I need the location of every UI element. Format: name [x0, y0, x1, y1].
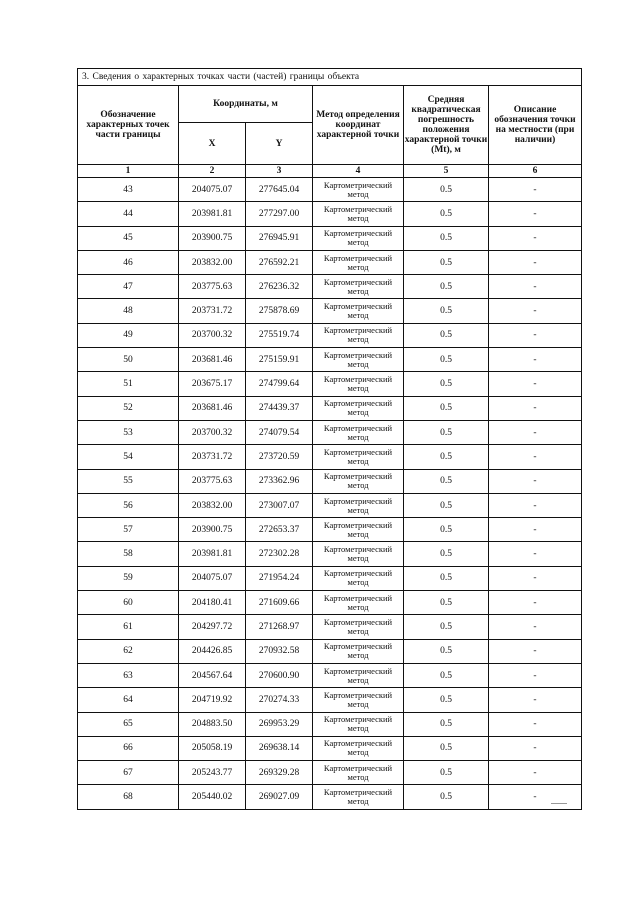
point-number-cell: 47 — [78, 275, 179, 299]
column-number: 3 — [246, 165, 313, 178]
method-cell: Картометрический метод — [313, 396, 404, 420]
point-number-cell: 58 — [78, 542, 179, 566]
table-row — [78, 639, 582, 663]
description-cell: - — [489, 445, 582, 469]
x-coordinate-cell: 203731.72 — [179, 299, 246, 323]
method-cell: Картометрический метод — [313, 493, 404, 517]
method-cell: Картометрический метод — [313, 323, 404, 347]
point-number-cell: 50 — [78, 348, 179, 372]
description-cell: - — [489, 542, 582, 566]
x-coordinate-cell: 204075.07 — [179, 566, 246, 590]
y-coordinate-cell: 272653.37 — [246, 518, 313, 542]
method-cell: Картометрический метод — [313, 372, 404, 396]
description-cell: - — [489, 202, 582, 226]
error-cell: 0.5 — [404, 615, 489, 639]
method-cell: Картометрический метод — [313, 275, 404, 299]
y-coordinate-cell: 269329.28 — [246, 761, 313, 785]
method-cell: Картометрический метод — [313, 736, 404, 760]
point-number-cell: 59 — [78, 566, 179, 590]
column-number: 2 — [179, 165, 246, 178]
header-description: Описание обозначения точки на местности (при наличии) — [489, 86, 582, 165]
header-x: X — [179, 123, 246, 165]
description-cell: - — [489, 663, 582, 687]
column-number: 5 — [404, 165, 489, 178]
table-row — [78, 250, 582, 274]
point-number-cell: 56 — [78, 493, 179, 517]
x-coordinate-cell: 203775.63 — [179, 469, 246, 493]
error-cell: 0.5 — [404, 420, 489, 444]
error-cell: 0.5 — [404, 299, 489, 323]
description-cell: - — [489, 299, 582, 323]
description-cell: - — [489, 785, 582, 809]
error-cell: 0.5 — [404, 178, 489, 202]
x-coordinate-cell: 203981.81 — [179, 202, 246, 226]
description-cell: - — [489, 372, 582, 396]
table-row — [78, 445, 582, 469]
y-coordinate-cell: 276236.32 — [246, 275, 313, 299]
table-row — [78, 615, 582, 639]
header-y: Y — [246, 123, 313, 165]
column-number: 6 — [489, 165, 582, 178]
table-row — [78, 275, 582, 299]
error-cell: 0.5 — [404, 566, 489, 590]
table-body — [78, 178, 582, 810]
point-number-cell: 62 — [78, 639, 179, 663]
method-cell: Картометрический метод — [313, 420, 404, 444]
description-cell: - — [489, 712, 582, 736]
table-row — [78, 348, 582, 372]
point-number-cell: 63 — [78, 663, 179, 687]
error-cell: 0.5 — [404, 202, 489, 226]
table-row — [78, 372, 582, 396]
table-row — [78, 542, 582, 566]
point-number-cell: 46 — [78, 250, 179, 274]
x-coordinate-cell: 203700.32 — [179, 323, 246, 347]
error-cell: 0.5 — [404, 348, 489, 372]
y-coordinate-cell: 271954.24 — [246, 566, 313, 590]
table-row — [78, 493, 582, 517]
header-point-designation: Обозначение характерных точек части границы — [78, 86, 179, 165]
y-coordinate-cell: 275878.69 — [246, 299, 313, 323]
point-number-cell: 65 — [78, 712, 179, 736]
y-coordinate-cell: 274439.37 — [246, 396, 313, 420]
x-coordinate-cell: 205058.19 — [179, 736, 246, 760]
point-number-cell: 51 — [78, 372, 179, 396]
error-cell: 0.5 — [404, 663, 489, 687]
table-row — [78, 178, 582, 202]
error-cell: 0.5 — [404, 736, 489, 760]
method-cell: Картометрический метод — [313, 566, 404, 590]
header-method: Метод определения координат характерной точки — [313, 86, 404, 165]
y-coordinate-cell: 272302.28 — [246, 542, 313, 566]
description-cell: - — [489, 348, 582, 372]
description-cell: - — [489, 688, 582, 712]
y-coordinate-cell: 274799.64 — [246, 372, 313, 396]
table-row — [78, 736, 582, 760]
y-coordinate-cell: 276592.21 — [246, 250, 313, 274]
description-cell: - — [489, 250, 582, 274]
y-coordinate-cell: 273720.59 — [246, 445, 313, 469]
error-cell: 0.5 — [404, 275, 489, 299]
method-cell: Картометрический метод — [313, 445, 404, 469]
column-number: 4 — [313, 165, 404, 178]
point-number-cell: 43 — [78, 178, 179, 202]
error-cell: 0.5 — [404, 688, 489, 712]
x-coordinate-cell: 203900.75 — [179, 226, 246, 250]
error-cell: 0.5 — [404, 591, 489, 615]
table-row — [78, 688, 582, 712]
description-cell: - — [489, 469, 582, 493]
method-cell: Картометрический метод — [313, 688, 404, 712]
method-cell: Картометрический метод — [313, 250, 404, 274]
table-row — [78, 226, 582, 250]
point-number-cell: 66 — [78, 736, 179, 760]
error-cell: 0.5 — [404, 712, 489, 736]
point-number-cell: 61 — [78, 615, 179, 639]
y-coordinate-cell: 277297.00 — [246, 202, 313, 226]
x-coordinate-cell: 204297.72 — [179, 615, 246, 639]
method-cell: Картометрический метод — [313, 226, 404, 250]
method-cell: Картометрический метод — [313, 178, 404, 202]
method-cell: Картометрический метод — [313, 542, 404, 566]
error-cell: 0.5 — [404, 250, 489, 274]
description-cell: - — [489, 566, 582, 590]
error-cell: 0.5 — [404, 542, 489, 566]
y-coordinate-cell: 277645.04 — [246, 178, 313, 202]
table-row — [78, 299, 582, 323]
table-row — [78, 785, 582, 809]
method-cell: Картометрический метод — [313, 348, 404, 372]
table-row — [78, 591, 582, 615]
error-cell: 0.5 — [404, 226, 489, 250]
error-cell: 0.5 — [404, 372, 489, 396]
y-coordinate-cell: 270932.58 — [246, 639, 313, 663]
table-row — [78, 396, 582, 420]
y-coordinate-cell: 274079.54 — [246, 420, 313, 444]
x-coordinate-cell: 204883.50 — [179, 712, 246, 736]
column-number: 1 — [78, 165, 179, 178]
x-coordinate-cell: 203981.81 — [179, 542, 246, 566]
x-coordinate-cell: 204719.92 — [179, 688, 246, 712]
page-edge-mark — [551, 803, 567, 804]
description-cell: - — [489, 761, 582, 785]
x-coordinate-cell: 204426.85 — [179, 639, 246, 663]
error-cell: 0.5 — [404, 445, 489, 469]
method-cell: Картометрический метод — [313, 591, 404, 615]
header-coordinates: Координаты, м — [179, 86, 313, 123]
table-row — [78, 712, 582, 736]
error-cell: 0.5 — [404, 639, 489, 663]
method-cell: Картометрический метод — [313, 761, 404, 785]
description-cell: - — [489, 615, 582, 639]
y-coordinate-cell: 269027.09 — [246, 785, 313, 809]
column-numbers-row — [78, 165, 582, 178]
method-cell: Картометрический метод — [313, 663, 404, 687]
table-row — [78, 469, 582, 493]
table-row — [78, 663, 582, 687]
x-coordinate-cell: 203681.46 — [179, 348, 246, 372]
x-coordinate-cell: 205440.02 — [179, 785, 246, 809]
y-coordinate-cell: 269953.29 — [246, 712, 313, 736]
boundary-points-table — [77, 68, 582, 810]
description-cell: - — [489, 323, 582, 347]
error-cell: 0.5 — [404, 785, 489, 809]
description-cell: - — [489, 493, 582, 517]
x-coordinate-cell: 203775.63 — [179, 275, 246, 299]
table-row — [78, 761, 582, 785]
table-row — [78, 202, 582, 226]
section-title: 3. Сведения о характерных точках части (частей) границы объекта — [78, 69, 582, 86]
y-coordinate-cell: 271609.66 — [246, 591, 313, 615]
y-coordinate-cell: 273362.96 — [246, 469, 313, 493]
description-cell: - — [489, 420, 582, 444]
y-coordinate-cell: 275159.91 — [246, 348, 313, 372]
point-number-cell: 60 — [78, 591, 179, 615]
error-cell: 0.5 — [404, 493, 489, 517]
y-coordinate-cell: 269638.14 — [246, 736, 313, 760]
x-coordinate-cell: 203832.00 — [179, 493, 246, 517]
table-row — [78, 566, 582, 590]
point-number-cell: 48 — [78, 299, 179, 323]
description-cell: - — [489, 736, 582, 760]
error-cell: 0.5 — [404, 761, 489, 785]
y-coordinate-cell: 270274.33 — [246, 688, 313, 712]
description-cell: - — [489, 226, 582, 250]
y-coordinate-cell: 276945.91 — [246, 226, 313, 250]
point-number-cell: 54 — [78, 445, 179, 469]
x-coordinate-cell: 204567.64 — [179, 663, 246, 687]
error-cell: 0.5 — [404, 518, 489, 542]
x-coordinate-cell: 203900.75 — [179, 518, 246, 542]
method-cell: Картометрический метод — [313, 615, 404, 639]
method-cell: Картометрический метод — [313, 202, 404, 226]
point-number-cell: 45 — [78, 226, 179, 250]
point-number-cell: 67 — [78, 761, 179, 785]
error-cell: 0.5 — [404, 396, 489, 420]
method-cell: Картометрический метод — [313, 639, 404, 663]
y-coordinate-cell: 270600.90 — [246, 663, 313, 687]
description-cell: - — [489, 639, 582, 663]
x-coordinate-cell: 204180.41 — [179, 591, 246, 615]
description-cell: - — [489, 518, 582, 542]
description-cell: - — [489, 178, 582, 202]
description-cell: - — [489, 396, 582, 420]
point-number-cell: 52 — [78, 396, 179, 420]
point-number-cell: 68 — [78, 785, 179, 809]
point-number-cell: 57 — [78, 518, 179, 542]
point-number-cell: 49 — [78, 323, 179, 347]
x-coordinate-cell: 203681.46 — [179, 396, 246, 420]
y-coordinate-cell: 271268.97 — [246, 615, 313, 639]
method-cell: Картометрический метод — [313, 518, 404, 542]
x-coordinate-cell: 203832.00 — [179, 250, 246, 274]
method-cell: Картометрический метод — [313, 299, 404, 323]
method-cell: Картометрический метод — [313, 712, 404, 736]
table-row — [78, 518, 582, 542]
x-coordinate-cell: 203675.17 — [179, 372, 246, 396]
table-row — [78, 420, 582, 444]
point-number-cell: 64 — [78, 688, 179, 712]
y-coordinate-cell: 275519.74 — [246, 323, 313, 347]
header-error: Средняя квадратическая погрешность положения характерной точки (Mt), м — [404, 86, 489, 165]
point-number-cell: 44 — [78, 202, 179, 226]
point-number-cell: 53 — [78, 420, 179, 444]
description-cell: - — [489, 591, 582, 615]
x-coordinate-cell: 203731.72 — [179, 445, 246, 469]
description-cell: - — [489, 275, 582, 299]
y-coordinate-cell: 273007.07 — [246, 493, 313, 517]
x-coordinate-cell: 204075.07 — [179, 178, 246, 202]
point-number-cell: 55 — [78, 469, 179, 493]
boundary-points-sheet — [77, 68, 581, 810]
error-cell: 0.5 — [404, 323, 489, 347]
x-coordinate-cell: 203700.32 — [179, 420, 246, 444]
error-cell: 0.5 — [404, 469, 489, 493]
x-coordinate-cell: 205243.77 — [179, 761, 246, 785]
table-row — [78, 323, 582, 347]
method-cell: Картометрический метод — [313, 785, 404, 809]
method-cell: Картометрический метод — [313, 469, 404, 493]
